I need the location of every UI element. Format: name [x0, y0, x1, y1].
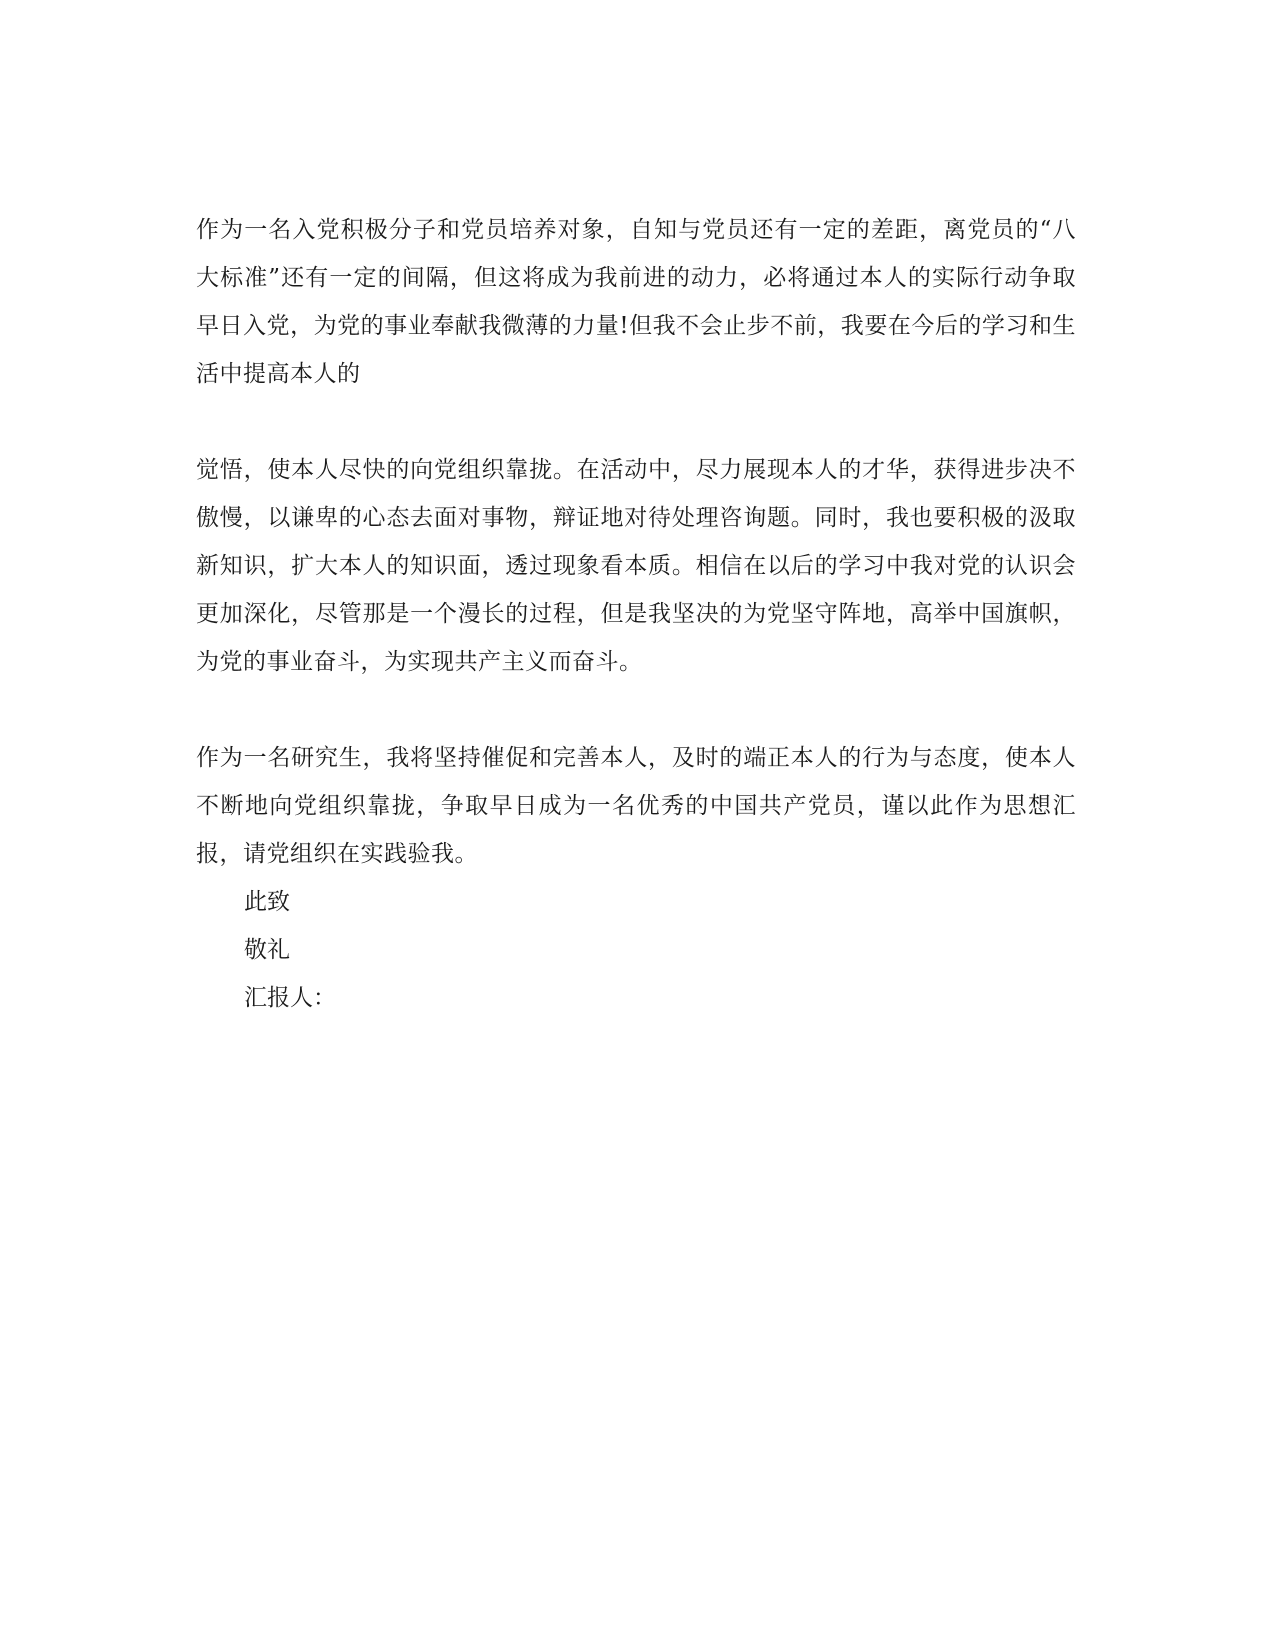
- paragraph-2: 觉悟，使本人尽快的向党组织靠拢。在活动中，尽力展现本人的才华，获得进步决不傲慢，以谦卑的心态去面对事物，辩证地对待处理咨询题。同时，我也要积极的汲取新知识，扩大本人的知识面，透过现象看本质。相信在以后的学习中我对党的认识会更加深化，尽管那是一个漫长的过程，但是我坚决的为党坚守阵地，高举中国旗帜，为党的事业奋斗，为实现共产主义而奋斗。: [196, 457, 1076, 675]
- paragraph-3: 作为一名研究生，我将坚持催促和完善本人，及时的端正本人的行为与态度，使本人不断地向党组织靠拢，争取早日成为一名优秀的中国共产党员，谨以此作为思想汇报，请党组织在实践验我。: [196, 745, 1076, 867]
- closing-salutation: 此致: [244, 889, 290, 915]
- document-body: [196, 206, 1076, 1022]
- reporter-label: 汇报人：: [244, 985, 336, 1011]
- closing-regards: 敬礼: [244, 937, 290, 963]
- paragraph-1: 作为一名入党积极分子和党员培养对象，自知与党员还有一定的差距，离党员的“八大标准”还有一定的间隔，但这将成为我前进的动力，必将通过本人的实际行动争取早日入党，为党的事业奉献我微薄的力量!但我不会止步不前，我要在今后的学习和生活中提高本人的: [196, 217, 1076, 387]
